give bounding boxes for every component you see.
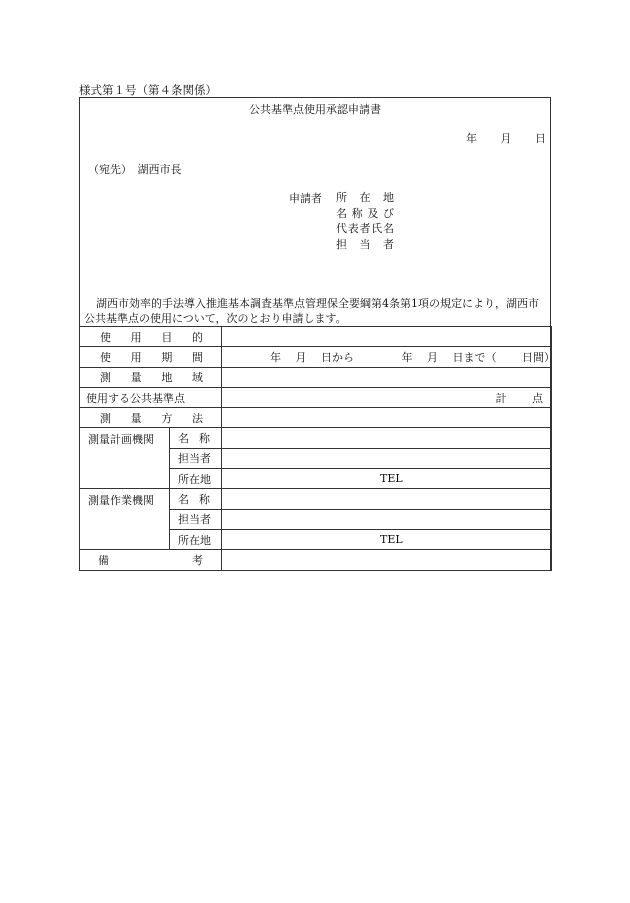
label-char: 称 bbox=[199, 493, 210, 507]
label-char: 地 bbox=[383, 191, 394, 204]
work-tel-label: TEL bbox=[380, 533, 403, 547]
work-org-label: 測量作業機関 bbox=[80, 489, 170, 550]
purpose-label bbox=[80, 329, 221, 345]
planning-org-label: 測量計画機関 bbox=[80, 428, 170, 489]
label-char: 称 bbox=[199, 432, 210, 446]
remarks-label bbox=[80, 552, 221, 568]
work-location-label: 所在地 bbox=[178, 533, 211, 547]
planning-location-label: 所在地 bbox=[178, 472, 211, 486]
planning-contact-field[interactable] bbox=[222, 448, 552, 468]
purpose-field[interactable] bbox=[222, 327, 552, 347]
table-row-planning-name bbox=[80, 428, 552, 448]
label-char: 名 bbox=[383, 222, 394, 235]
date-year: 年 bbox=[466, 132, 477, 145]
table-row-points bbox=[80, 387, 552, 407]
form-title: 公共基準点使用承認申請書 bbox=[249, 103, 381, 116]
label-char: 考 bbox=[192, 553, 203, 567]
label-char: び bbox=[382, 206, 394, 220]
table-row-work-name bbox=[80, 489, 552, 509]
area-field[interactable] bbox=[222, 367, 552, 387]
label-char: 代 bbox=[336, 222, 347, 235]
label-char: 所 bbox=[336, 191, 347, 204]
label-char: 用 bbox=[130, 330, 142, 344]
applicant-address-label bbox=[336, 190, 394, 206]
label-char: 使 bbox=[100, 350, 111, 364]
date-month: 月 bbox=[500, 132, 512, 145]
planning-contact-label: 担当者 bbox=[178, 452, 211, 466]
table-row-period bbox=[80, 347, 552, 367]
label-char: 氏 bbox=[371, 222, 383, 235]
area-label bbox=[80, 369, 221, 385]
label-char: 地 bbox=[161, 371, 173, 385]
method-label bbox=[80, 410, 221, 426]
label-char: 法 bbox=[191, 411, 203, 425]
label-char: 表 bbox=[347, 222, 359, 235]
date-day: 日 bbox=[535, 132, 546, 145]
application-form bbox=[79, 97, 555, 571]
label-char: 称 bbox=[351, 206, 363, 220]
label-char: 量 bbox=[130, 371, 142, 385]
points-value: 計 点 bbox=[495, 391, 543, 405]
applicant-label: 申請者 bbox=[289, 192, 322, 205]
label-char: 担 bbox=[336, 237, 347, 251]
label-char: 及 bbox=[367, 206, 379, 220]
label-char: 名 bbox=[178, 432, 189, 446]
label-char: 測 bbox=[100, 411, 111, 425]
label-char: 方 bbox=[161, 411, 173, 425]
label-char: 使 bbox=[100, 330, 111, 344]
label-char: 間 bbox=[191, 350, 203, 364]
applicant-contact-label bbox=[336, 237, 394, 253]
work-contact-field[interactable] bbox=[222, 509, 552, 529]
label-char: 在 bbox=[359, 191, 371, 204]
label-char: 測 bbox=[100, 371, 111, 385]
label-char: 量 bbox=[130, 411, 142, 425]
label-char: 用 bbox=[130, 350, 142, 364]
date-line bbox=[466, 130, 546, 146]
period-value: 年 月 日から 年 月 日まで（ 日間） bbox=[270, 350, 555, 364]
label-char: 名 bbox=[178, 493, 189, 507]
label-char: 者 bbox=[359, 222, 371, 235]
applicant-name-label bbox=[336, 206, 394, 222]
addressee: （宛先） 湖西市長 bbox=[88, 163, 182, 176]
remarks-field[interactable] bbox=[222, 550, 552, 570]
label-char: 名 bbox=[336, 206, 347, 220]
label-char: 域 bbox=[191, 371, 203, 385]
application-table bbox=[79, 326, 555, 571]
method-field[interactable] bbox=[222, 408, 552, 428]
label-char: 目 bbox=[161, 330, 173, 344]
work-contact-label: 担当者 bbox=[178, 513, 211, 527]
table-row-remarks bbox=[80, 550, 552, 570]
planning-name-field[interactable] bbox=[222, 428, 552, 448]
planning-location-field[interactable] bbox=[222, 469, 552, 489]
planning-tel-label: TEL bbox=[380, 472, 403, 486]
period-label bbox=[80, 349, 221, 365]
work-name-field[interactable] bbox=[222, 489, 552, 509]
label-char: 期 bbox=[161, 350, 173, 364]
work-location-field[interactable] bbox=[222, 529, 552, 549]
label-char: 備 bbox=[98, 553, 109, 567]
points-field[interactable] bbox=[222, 387, 552, 407]
table-row-purpose bbox=[80, 327, 552, 347]
application-statement: 湖西市効率的手法導入推進基本調査基準点管理保全要綱第4条第1項の規定により，湖西市公共基準点の使用について，次のとおり申請します。 bbox=[84, 297, 539, 325]
planning-name-label bbox=[170, 430, 220, 446]
period-field[interactable] bbox=[222, 347, 555, 367]
points-label: 使用する公共基準点 bbox=[86, 391, 185, 405]
table-row-method bbox=[80, 408, 552, 428]
label-char: 当 bbox=[359, 237, 371, 251]
applicant-representative-label bbox=[336, 221, 394, 237]
label-char: 的 bbox=[191, 330, 203, 344]
applicant-fields bbox=[336, 190, 394, 252]
work-name-label bbox=[170, 491, 220, 507]
form-number: 様式第１号（第４条関係） bbox=[79, 83, 217, 97]
label-char: 者 bbox=[383, 237, 394, 251]
table-row-area bbox=[80, 367, 552, 387]
